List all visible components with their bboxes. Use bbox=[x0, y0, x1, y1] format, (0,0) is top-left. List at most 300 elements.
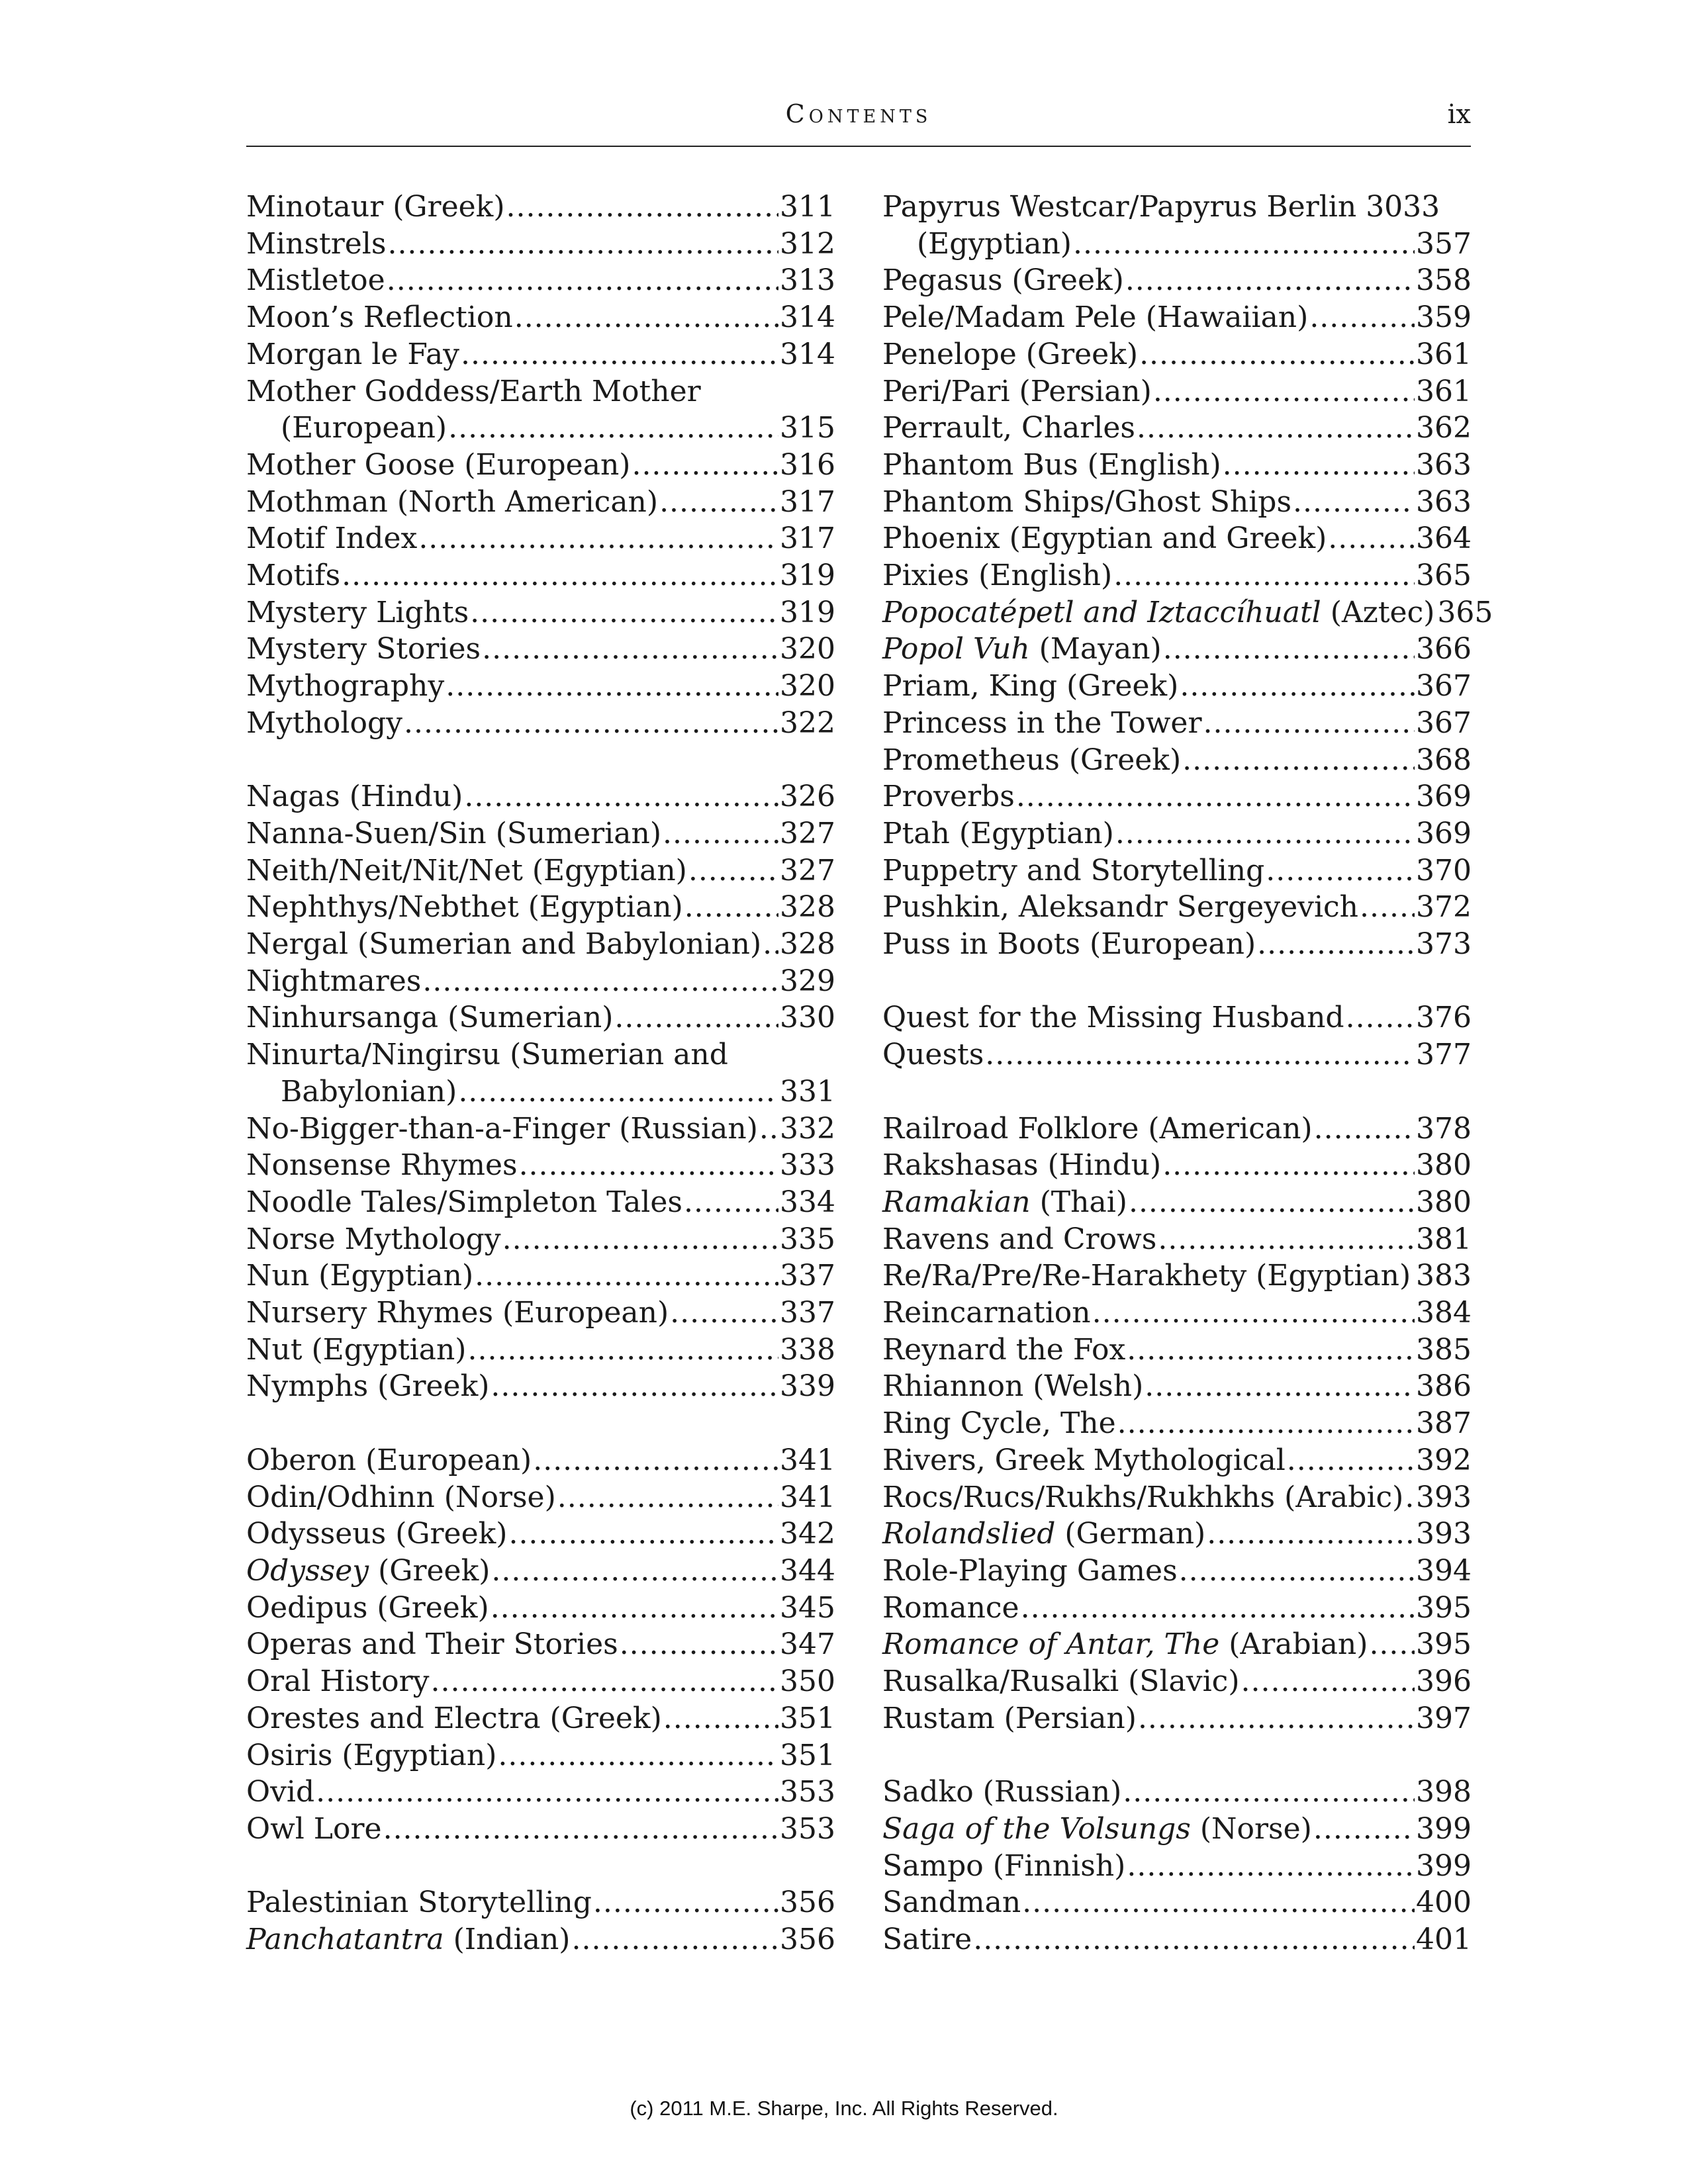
toc-entry-title-text: Mystery Lights bbox=[246, 595, 469, 629]
dot-leader bbox=[1092, 1295, 1415, 1332]
toc-entry-title bbox=[882, 742, 1181, 779]
toc-entry-title-text: Prometheus (Greek) bbox=[882, 743, 1182, 777]
toc-entry-title-text: Neith/Neit/Nit/Net (Egyptian) bbox=[246, 853, 687, 887]
toc-entry[interactable] bbox=[882, 1036, 1472, 1073]
toc-entry-page: 361 bbox=[1416, 337, 1472, 371]
toc-entry-title-text: (Arabian) bbox=[1219, 1627, 1368, 1662]
running-title: Contents bbox=[785, 99, 932, 128]
toc-entry[interactable] bbox=[246, 999, 835, 1036]
toc-entry-title-text: Satire bbox=[882, 1923, 972, 1956]
toc-entry[interactable] bbox=[882, 189, 1472, 262]
toc-entry-title bbox=[882, 1257, 1411, 1295]
toc-entry-page: 314 bbox=[780, 300, 835, 335]
toc-entry-page: 364 bbox=[1416, 522, 1472, 556]
toc-entry[interactable] bbox=[246, 1737, 835, 1774]
dot-leader bbox=[422, 963, 778, 1000]
toc-entry-title-text: Reincarnation bbox=[882, 1296, 1091, 1330]
toc-entry-line bbox=[246, 852, 835, 889]
dot-leader bbox=[1145, 1368, 1415, 1405]
toc-entry-page: 386 bbox=[1416, 1369, 1472, 1404]
toc-entry[interactable] bbox=[882, 1884, 1472, 1921]
toc-entry-page: 377 bbox=[1416, 1038, 1472, 1072]
toc-entry-title-text: Moon’s Reflection bbox=[246, 300, 513, 335]
toc-entry-page: 337 bbox=[780, 1259, 835, 1293]
toc-entry-line bbox=[882, 1295, 1472, 1332]
dot-leader bbox=[1266, 852, 1415, 889]
toc-entry-title bbox=[246, 1663, 429, 1700]
toc-entry-title bbox=[246, 226, 386, 263]
toc-entry-line bbox=[246, 1295, 835, 1332]
toc-entry-continuation-line bbox=[882, 226, 1472, 263]
toc-entry-title-italic: Ramakian bbox=[882, 1185, 1031, 1219]
toc-entry-title-text: Minotaur (Greek) bbox=[246, 190, 505, 224]
dot-leader bbox=[448, 410, 778, 447]
dot-leader bbox=[620, 1626, 778, 1663]
toc-entry[interactable] bbox=[882, 999, 1472, 1036]
toc-entry-line bbox=[246, 484, 835, 521]
toc-entry-title-text: Nun (Egyptian) bbox=[246, 1259, 474, 1293]
toc-entry[interactable] bbox=[882, 1257, 1472, 1295]
toc-entry[interactable] bbox=[882, 1811, 1472, 1848]
toc-entry-page: 369 bbox=[1416, 816, 1472, 850]
toc-entry-title bbox=[246, 1332, 466, 1369]
toc-entry-title-text: Nephthys/Nebthet (Egyptian) bbox=[246, 890, 683, 925]
toc-entry-page: 347 bbox=[780, 1627, 835, 1662]
toc-entry[interactable] bbox=[882, 1553, 1472, 1590]
toc-entry[interactable] bbox=[246, 1221, 835, 1258]
toc-entry-title bbox=[882, 1221, 1156, 1258]
toc-entry-line bbox=[246, 1479, 835, 1516]
toc-entry-line bbox=[882, 1368, 1472, 1405]
toc-entry-title bbox=[246, 1147, 518, 1184]
toc-entry-page: 397 bbox=[1416, 1701, 1472, 1735]
copyright-footer: (c) 2011 M.E. Sharpe, Inc. All Rights Reserved. bbox=[630, 2097, 1058, 2120]
toc-entry[interactable] bbox=[882, 852, 1472, 889]
toc-entry-title-text: Nymphs (Greek) bbox=[246, 1369, 490, 1404]
toc-entry[interactable] bbox=[246, 1626, 835, 1663]
toc-entry-line bbox=[882, 778, 1472, 815]
toc-entry-title-text: Pele/Madam Pele (Hawaiian) bbox=[882, 300, 1309, 335]
toc-entry-line bbox=[246, 189, 835, 226]
toc-entry[interactable] bbox=[246, 1516, 835, 1553]
dot-leader bbox=[1021, 1590, 1415, 1627]
toc-entry-title bbox=[882, 1921, 972, 1958]
toc-entry[interactable] bbox=[882, 631, 1472, 668]
dot-leader bbox=[1313, 1811, 1415, 1848]
dot-leader bbox=[1125, 262, 1415, 299]
toc-entry-line bbox=[246, 520, 835, 557]
page-header bbox=[246, 99, 1471, 147]
dot-leader bbox=[482, 631, 778, 668]
toc-entry-line bbox=[246, 262, 835, 299]
toc-entry-page: 362 bbox=[1416, 411, 1472, 445]
toc-entry-title-text: Morgan le Fay bbox=[246, 337, 460, 371]
toc-entry-page: 369 bbox=[1416, 780, 1472, 814]
toc-entry-title-text: Oberon (European) bbox=[246, 1443, 532, 1477]
toc-entry-title-text: Sampo (Finnish) bbox=[882, 1848, 1126, 1883]
dot-leader bbox=[1293, 484, 1415, 521]
toc-entry-title-text: Priam, King (Greek) bbox=[882, 669, 1179, 704]
toc-entry-page: 311 bbox=[780, 190, 835, 224]
toc-entry[interactable] bbox=[882, 594, 1493, 631]
toc-entry[interactable] bbox=[882, 1626, 1472, 1663]
toc-entry[interactable] bbox=[246, 1811, 835, 1848]
dot-leader bbox=[1022, 1884, 1415, 1921]
toc-entry[interactable] bbox=[882, 1221, 1472, 1258]
toc-entry[interactable] bbox=[246, 889, 835, 926]
toc-entry[interactable] bbox=[246, 778, 835, 815]
toc-entry-title-text: Ninurta/Ningirsu (Sumerian and bbox=[246, 1038, 728, 1072]
toc-entry-page: 381 bbox=[1416, 1222, 1472, 1256]
toc-entry[interactable] bbox=[882, 815, 1472, 852]
toc-entry[interactable] bbox=[246, 1774, 835, 1811]
toc-entry-title bbox=[246, 889, 683, 926]
toc-entry[interactable] bbox=[882, 1590, 1472, 1627]
toc-entry-title-text: Nightmares bbox=[246, 964, 422, 998]
toc-entry[interactable] bbox=[882, 520, 1472, 557]
toc-entry-line bbox=[246, 1332, 835, 1369]
toc-entry-title bbox=[882, 1516, 1205, 1553]
toc-entry-page: 337 bbox=[780, 1296, 835, 1330]
toc-entry-page: 315 bbox=[780, 411, 835, 445]
toc-entry-page: 338 bbox=[780, 1332, 835, 1367]
toc-entry-title-text: (German) bbox=[1055, 1517, 1206, 1551]
toc-entry[interactable] bbox=[882, 1700, 1472, 1737]
toc-entry[interactable] bbox=[882, 1111, 1472, 1148]
toc-entry[interactable] bbox=[246, 1663, 835, 1700]
toc-entry-page: 345 bbox=[780, 1590, 835, 1625]
toc-entry-title bbox=[882, 1811, 1312, 1848]
toc-entry-page: 392 bbox=[1416, 1443, 1472, 1477]
toc-entry[interactable] bbox=[246, 815, 835, 852]
dot-leader bbox=[491, 1590, 778, 1627]
toc-entry-line bbox=[246, 926, 835, 963]
toc-entry-title-text: Phantom Bus (English) bbox=[882, 447, 1221, 482]
toc-entry[interactable] bbox=[882, 1295, 1472, 1332]
toc-column-left bbox=[246, 189, 835, 1958]
toc-entry[interactable] bbox=[246, 1884, 835, 1921]
toc-entry[interactable] bbox=[246, 1184, 835, 1221]
toc-entry[interactable] bbox=[246, 1036, 835, 1110]
toc-entry[interactable] bbox=[882, 336, 1472, 373]
toc-entry-title-text: (Norse) bbox=[1190, 1811, 1312, 1846]
toc-entry-title bbox=[246, 1221, 501, 1258]
toc-entry-title bbox=[246, 1553, 490, 1590]
toc-entry-title-text: Railroad Folklore (American) bbox=[882, 1111, 1313, 1146]
toc-entry-title bbox=[246, 373, 701, 410]
toc-entry[interactable] bbox=[246, 1257, 835, 1295]
toc-entry[interactable] bbox=[882, 1848, 1472, 1885]
toc-entry-line bbox=[246, 963, 835, 1000]
dot-leader bbox=[1138, 1700, 1415, 1737]
toc-entry[interactable] bbox=[246, 1295, 835, 1332]
toc-entry[interactable] bbox=[246, 484, 835, 521]
dot-leader bbox=[533, 1442, 778, 1479]
toc-entry-page: 393 bbox=[1416, 1480, 1472, 1514]
toc-entry-page: 313 bbox=[780, 263, 835, 298]
toc-entry-title-text: Norse Mythology bbox=[246, 1222, 501, 1256]
dot-leader bbox=[1137, 410, 1415, 447]
toc-entry[interactable] bbox=[882, 1405, 1472, 1442]
toc-entry-page: 398 bbox=[1416, 1775, 1472, 1809]
dot-leader bbox=[475, 1257, 778, 1295]
toc-entry-line bbox=[882, 1774, 1472, 1811]
toc-entry[interactable] bbox=[246, 1368, 835, 1405]
toc-entry[interactable] bbox=[246, 1332, 835, 1369]
toc-entry-title-text: Motifs bbox=[246, 559, 341, 593]
toc-entry-title bbox=[246, 1184, 682, 1221]
toc-entry-title-text: (Aztec) bbox=[1321, 595, 1435, 629]
toc-entry-title-text: Motif Index bbox=[246, 522, 418, 556]
toc-entry[interactable] bbox=[246, 926, 835, 963]
toc-entry[interactable] bbox=[882, 299, 1472, 336]
toc-entry[interactable] bbox=[882, 1516, 1472, 1553]
toc-entry[interactable] bbox=[246, 447, 835, 484]
toc-entry-title-text: Nagas (Hindu) bbox=[246, 780, 463, 814]
toc-entry-line bbox=[882, 742, 1472, 779]
toc-entry-title-continuation: (European) bbox=[281, 411, 447, 445]
toc-entry[interactable] bbox=[882, 1774, 1472, 1811]
toc-entry-page: 333 bbox=[780, 1148, 835, 1183]
toc-entry-line bbox=[246, 1737, 835, 1774]
toc-entry-title bbox=[246, 1479, 556, 1516]
toc-entry[interactable] bbox=[882, 373, 1472, 410]
dot-leader bbox=[1163, 631, 1415, 668]
toc-entry-page: 387 bbox=[1416, 1406, 1472, 1441]
toc-entry[interactable] bbox=[246, 1479, 835, 1516]
toc-entry[interactable] bbox=[246, 299, 835, 336]
toc-entry-line bbox=[246, 889, 835, 926]
toc-entry-title-text: Minstrels bbox=[246, 226, 387, 261]
toc-entry-page: 367 bbox=[1416, 705, 1472, 740]
toc-entry[interactable] bbox=[246, 226, 835, 263]
toc-entry-title bbox=[246, 815, 661, 852]
toc-entry-line bbox=[882, 852, 1472, 889]
toc-entry[interactable] bbox=[882, 742, 1472, 779]
toc-entry-page: 328 bbox=[780, 927, 835, 962]
toc-entry-title bbox=[882, 1663, 1240, 1700]
toc-entry-line bbox=[246, 1626, 835, 1663]
toc-entry-title-text: Pegasus (Greek) bbox=[882, 263, 1124, 298]
toc-entry-line bbox=[882, 1184, 1472, 1221]
toc-entry[interactable] bbox=[882, 1479, 1472, 1516]
toc-entry-page: 335 bbox=[780, 1222, 835, 1256]
dot-leader bbox=[688, 852, 778, 889]
toc-entry[interactable] bbox=[246, 705, 835, 742]
toc-entry-line bbox=[882, 1700, 1472, 1737]
page-number: ix bbox=[1447, 99, 1471, 130]
toc-entry-page: 339 bbox=[780, 1369, 835, 1404]
dot-leader bbox=[1113, 557, 1415, 594]
toc-entry-title bbox=[246, 668, 444, 705]
toc-entry[interactable] bbox=[882, 778, 1472, 815]
toc-entry[interactable] bbox=[246, 262, 835, 299]
toc-entry-title-text: Oedipus (Greek) bbox=[246, 1590, 489, 1625]
toc-entry-title bbox=[246, 1036, 728, 1073]
toc-entry-title bbox=[246, 963, 421, 1000]
toc-entry-title bbox=[882, 1295, 1091, 1332]
dot-leader bbox=[1412, 1257, 1415, 1295]
toc-entry[interactable] bbox=[246, 1111, 835, 1148]
toc-entry[interactable] bbox=[246, 1700, 835, 1737]
toc-entry-title-italic: Saga of the Volsungs bbox=[882, 1811, 1191, 1846]
toc-entry-title bbox=[882, 373, 1152, 410]
toc-entry-page: 399 bbox=[1416, 1811, 1472, 1846]
toc-entry-page: 327 bbox=[780, 853, 835, 887]
toc-entry[interactable] bbox=[882, 926, 1472, 963]
toc-entry-line bbox=[882, 668, 1472, 705]
toc-entry-title bbox=[246, 631, 481, 668]
toc-entry[interactable] bbox=[246, 557, 835, 594]
toc-entry-title-text: Orestes and Electra (Greek) bbox=[246, 1701, 662, 1735]
toc-entry-line bbox=[882, 815, 1472, 852]
toc-entry-line bbox=[246, 557, 835, 594]
toc-entry[interactable] bbox=[882, 1663, 1472, 1700]
toc-entry[interactable] bbox=[882, 262, 1472, 299]
toc-entry-page: 372 bbox=[1416, 890, 1472, 925]
toc-entry-line bbox=[882, 1111, 1472, 1148]
toc-entry-title-text: No-Bigger-than-a-Finger (Russian) bbox=[246, 1111, 758, 1146]
toc-entry-title bbox=[246, 189, 504, 226]
dot-leader bbox=[1127, 1848, 1415, 1885]
toc-entry-title-text: Rakshasas (Hindu) bbox=[882, 1148, 1162, 1183]
toc-entry-line bbox=[246, 1884, 835, 1921]
toc-entry-line bbox=[882, 631, 1472, 668]
toc-entry-page: 357 bbox=[1416, 226, 1472, 261]
toc-entry[interactable] bbox=[246, 852, 835, 889]
toc-entry-line bbox=[246, 594, 835, 631]
toc-entry[interactable] bbox=[246, 963, 835, 1000]
toc-entry[interactable] bbox=[246, 336, 835, 373]
toc-entry[interactable] bbox=[246, 1147, 835, 1184]
toc-entry[interactable] bbox=[246, 373, 835, 447]
dot-leader bbox=[1117, 1405, 1415, 1442]
toc-entry[interactable] bbox=[882, 1332, 1472, 1369]
toc-entry-title bbox=[246, 1295, 669, 1332]
toc-entry-page: 373 bbox=[1416, 927, 1472, 962]
toc-entry-page: 350 bbox=[780, 1664, 835, 1699]
toc-entry-page: 365 bbox=[1437, 595, 1493, 629]
toc-entry[interactable] bbox=[246, 189, 835, 226]
dot-leader bbox=[1207, 1516, 1415, 1553]
toc-entry-title bbox=[246, 1626, 618, 1663]
toc-entry[interactable] bbox=[246, 1553, 835, 1590]
dot-leader bbox=[404, 705, 778, 742]
dot-leader bbox=[973, 1921, 1415, 1958]
toc-entry-page: 353 bbox=[780, 1811, 835, 1846]
toc-entry-line bbox=[246, 1553, 835, 1590]
toc-entry[interactable] bbox=[246, 1442, 835, 1479]
toc-entry-page: 378 bbox=[1416, 1111, 1472, 1146]
toc-entry[interactable] bbox=[882, 1368, 1472, 1405]
toc-entry-title bbox=[882, 926, 1256, 963]
toc-entry-title bbox=[882, 1884, 1021, 1921]
toc-entry-line bbox=[246, 1700, 835, 1737]
toc-entry-title-text: Odin/Odhinn (Norse) bbox=[246, 1480, 556, 1514]
toc-entry-line bbox=[246, 668, 835, 705]
toc-entry-page: 385 bbox=[1416, 1332, 1472, 1367]
toc-entry-title-text: (Mayan) bbox=[1029, 632, 1162, 666]
toc-entry[interactable] bbox=[882, 410, 1472, 447]
toc-entry-line bbox=[882, 557, 1472, 594]
toc-entry-title bbox=[882, 336, 1138, 373]
toc-entry[interactable] bbox=[882, 668, 1472, 705]
toc-entry-title bbox=[246, 557, 340, 594]
toc-entry-title-text: Oral History bbox=[246, 1664, 430, 1699]
toc-entry[interactable] bbox=[882, 1442, 1472, 1479]
toc-entry-title bbox=[882, 1442, 1286, 1479]
toc-entry[interactable] bbox=[882, 1921, 1472, 1958]
toc-entry[interactable] bbox=[246, 668, 835, 705]
toc-entry-page: 380 bbox=[1416, 1148, 1472, 1183]
dot-leader bbox=[1328, 520, 1415, 557]
toc-entry-line bbox=[882, 1884, 1472, 1921]
dot-leader bbox=[383, 1811, 778, 1848]
toc-entry-title bbox=[246, 1516, 507, 1553]
toc-entry-line bbox=[882, 1590, 1472, 1627]
toc-entry-line bbox=[882, 262, 1472, 299]
toc-entry[interactable] bbox=[246, 520, 835, 557]
toc-entry-line bbox=[246, 1516, 835, 1553]
toc-entry-title bbox=[882, 262, 1124, 299]
dot-leader bbox=[1346, 999, 1415, 1036]
toc-entry[interactable] bbox=[246, 1921, 835, 1958]
toc-entry[interactable] bbox=[882, 484, 1472, 521]
dot-leader bbox=[571, 1921, 778, 1958]
dot-leader bbox=[1129, 1184, 1415, 1221]
toc-entry-line bbox=[882, 1553, 1472, 1590]
toc-entry[interactable] bbox=[246, 1590, 835, 1627]
toc-entry-title bbox=[882, 189, 1440, 226]
toc-entry-line bbox=[246, 1774, 835, 1811]
toc-entry-page: 400 bbox=[1416, 1886, 1472, 1920]
toc-entry-title-text: Nursery Rhymes (European) bbox=[246, 1296, 669, 1330]
toc-entry-page: 320 bbox=[780, 632, 835, 666]
toc-entry-line bbox=[882, 594, 1493, 631]
toc-entry[interactable] bbox=[882, 447, 1472, 484]
toc-entry-title bbox=[246, 1442, 532, 1479]
toc-entry-title-text: Perrault, Charles bbox=[882, 411, 1135, 445]
toc-entry[interactable] bbox=[882, 557, 1472, 594]
toc-entry-title bbox=[882, 631, 1162, 668]
toc-entry-title-text: Papyrus Westcar/Papyrus Berlin 3033 bbox=[882, 190, 1440, 224]
toc-entry[interactable] bbox=[882, 1184, 1472, 1221]
toc-entry[interactable] bbox=[882, 705, 1472, 742]
toc-entry-title bbox=[882, 520, 1327, 557]
toc-entry[interactable] bbox=[246, 594, 835, 631]
toc-entry-page: 370 bbox=[1416, 853, 1472, 887]
toc-entry-line bbox=[882, 1479, 1472, 1516]
toc-entry[interactable] bbox=[882, 1147, 1472, 1184]
toc-entry-page: 399 bbox=[1416, 1848, 1472, 1883]
toc-entry-page: 367 bbox=[1416, 669, 1472, 704]
toc-entry-page: 319 bbox=[780, 559, 835, 593]
toc-entry-title-text: Ovid bbox=[246, 1775, 315, 1809]
toc-entry-page: 319 bbox=[780, 595, 835, 629]
dot-leader bbox=[1139, 336, 1415, 373]
dot-leader bbox=[498, 1737, 778, 1774]
toc-entry-title-text: Sandman bbox=[882, 1886, 1021, 1920]
dot-leader bbox=[1223, 447, 1415, 484]
toc-entry-title bbox=[882, 299, 1308, 336]
toc-entry-line bbox=[882, 373, 1472, 410]
toc-entry-title bbox=[246, 594, 469, 631]
dot-leader bbox=[659, 484, 778, 521]
toc-entry[interactable] bbox=[246, 631, 835, 668]
toc-entry-page: 383 bbox=[1416, 1259, 1472, 1293]
toc-entry[interactable] bbox=[882, 889, 1472, 926]
dot-leader bbox=[506, 189, 778, 226]
